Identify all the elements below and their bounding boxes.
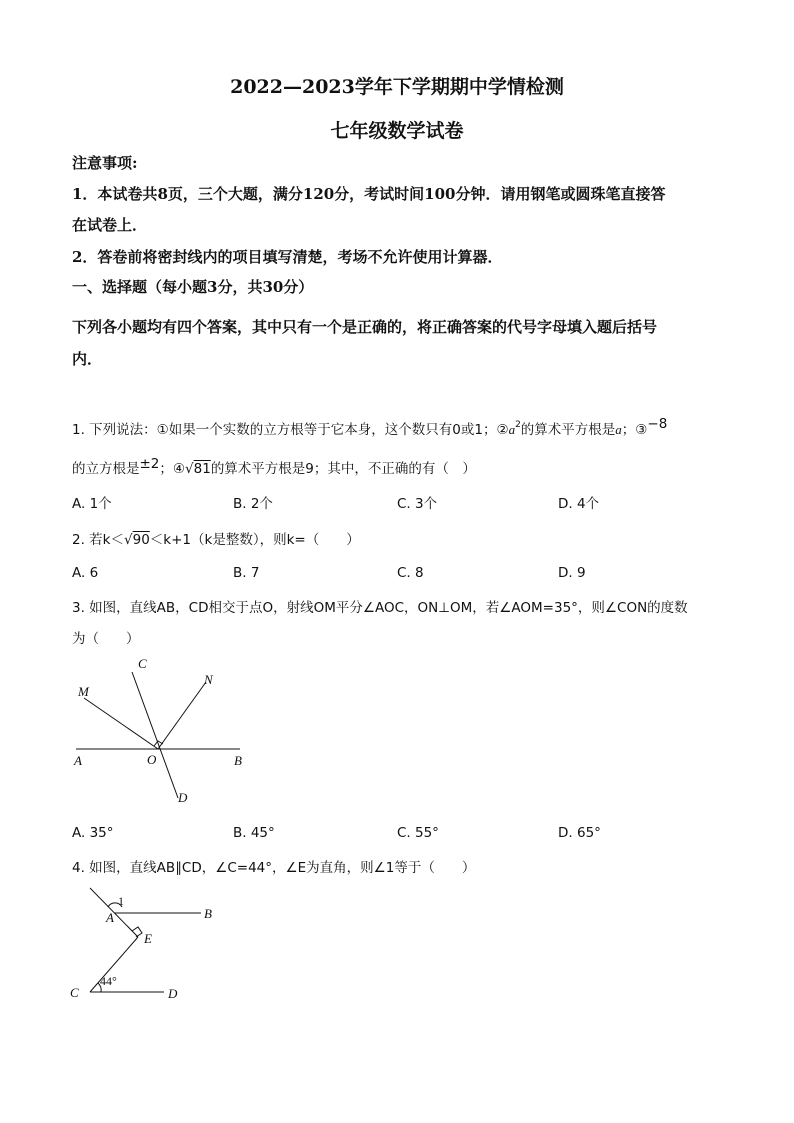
q4-label-44: 44° (100, 974, 117, 988)
q3-ray-om (84, 698, 158, 749)
q3-label-n: N (204, 672, 213, 687)
question-1-line-1 (72, 418, 667, 438)
q1-var-a-2: a (615, 422, 622, 437)
notes-item-2: 2．答卷前将密封线内的项目填写清楚，考场不允许使用计算器． (72, 248, 503, 266)
q2-option-d[interactable]: D. 9 (558, 565, 586, 581)
q3-label-m: M (78, 684, 89, 699)
q1-radicand: 81 (193, 461, 211, 477)
q1-text-part-1: 1. 下列说法：①如果一个实数的立方根等于它本身，这个数只有0或1；② (72, 422, 509, 438)
q1-option-b[interactable]: B. 2个 (233, 496, 273, 512)
notes-item-1-line-1: 1．本试卷共8页，三个大题，满分120分，考试时间100分钟．请用钢笔或圆珠笔直接答 (72, 185, 666, 203)
q3-option-a[interactable]: A. 35° (72, 825, 114, 841)
q1-radical-sign: √ (185, 461, 194, 477)
q1-text-part-5: ；④ (159, 461, 186, 477)
page-title: 2022—2023学年下学期期中学情检测 (230, 76, 564, 98)
section-instructions-line-1: 下列各小题均有四个答案，其中只有一个是正确的，将正确答案的代号字母填入题后括号 (72, 318, 658, 336)
q4-label-c: C (70, 985, 79, 1000)
q1-option-d[interactable]: D. 4个 (558, 496, 600, 512)
question-4: 4. 如图，直线AB∥CD，∠C=44°，∠E为直角，则∠1等于（ ） (72, 860, 476, 876)
q3-line-cd (132, 672, 178, 798)
q3-label-d: D (178, 790, 188, 805)
notes-item-1-line-2: 在试卷上． (72, 216, 148, 234)
q2-text-part-1: 2. 若k＜ (72, 532, 124, 548)
section-heading: 一、选择题（每小题3分，共30分） (72, 278, 314, 296)
q3-label-o: O (147, 752, 157, 767)
q3-label-b: B (234, 753, 242, 768)
q4-label-e: E (144, 931, 152, 946)
q4-label-d: D (168, 986, 178, 1001)
q3-figure (70, 652, 260, 818)
q3-ray-on (158, 682, 206, 749)
q3-label-a: A (74, 753, 82, 768)
q1-option-c[interactable]: C. 3个 (397, 496, 438, 512)
q1-text-part-3: ；③ (621, 422, 648, 438)
section-instructions-line-2: 内． (72, 350, 103, 368)
q2-radical-sign: √ (124, 532, 133, 548)
question-3-line-1: 3. 如图，直线AB，CD相交于点O，射线OM平分∠AOC，ON⊥OM，若∠AOM=35°，则∠CON的度数 (72, 600, 688, 616)
q3-label-c: C (138, 656, 147, 671)
q3-option-c[interactable]: C. 55° (397, 825, 439, 841)
q2-text-part-2: ＜k+1（k是整数），则k=（ ） (149, 532, 360, 548)
q3-option-b[interactable]: B. 45° (233, 825, 275, 841)
q1-var-a: a (508, 422, 516, 437)
q1-text-part-6: 的算术平方根是9；其中，不正确的有（ ） (210, 461, 476, 477)
q4-figure (66, 882, 226, 1008)
q2-radicand: 90 (132, 532, 150, 548)
q4-label-1: 1 (118, 894, 124, 908)
q1-text-part-2: 的算术平方根是 (520, 422, 616, 438)
q1-neg8: −8 (647, 416, 668, 432)
question-1-line-2 (72, 457, 476, 477)
question-2 (72, 528, 360, 548)
page-subtitle: 七年级数学试卷 (330, 120, 464, 142)
q2-option-c[interactable]: C. 8 (397, 565, 424, 581)
q4-label-a: A (106, 910, 114, 925)
q2-option-a[interactable]: A. 6 (72, 565, 99, 581)
notes-heading: 注意事项: (72, 154, 138, 172)
q1-option-a[interactable]: A. 1个 (72, 496, 112, 512)
q3-option-d[interactable]: D. 65° (558, 825, 601, 841)
q4-label-b: B (204, 906, 212, 921)
q2-option-b[interactable]: B. 7 (233, 565, 260, 581)
q1-text-part-4: 的立方根是 (72, 461, 140, 477)
q1-exponent: 2 (515, 420, 521, 430)
question-3-line-2: 为（ ） (72, 631, 140, 647)
q1-pm2: ±2 (139, 456, 160, 472)
